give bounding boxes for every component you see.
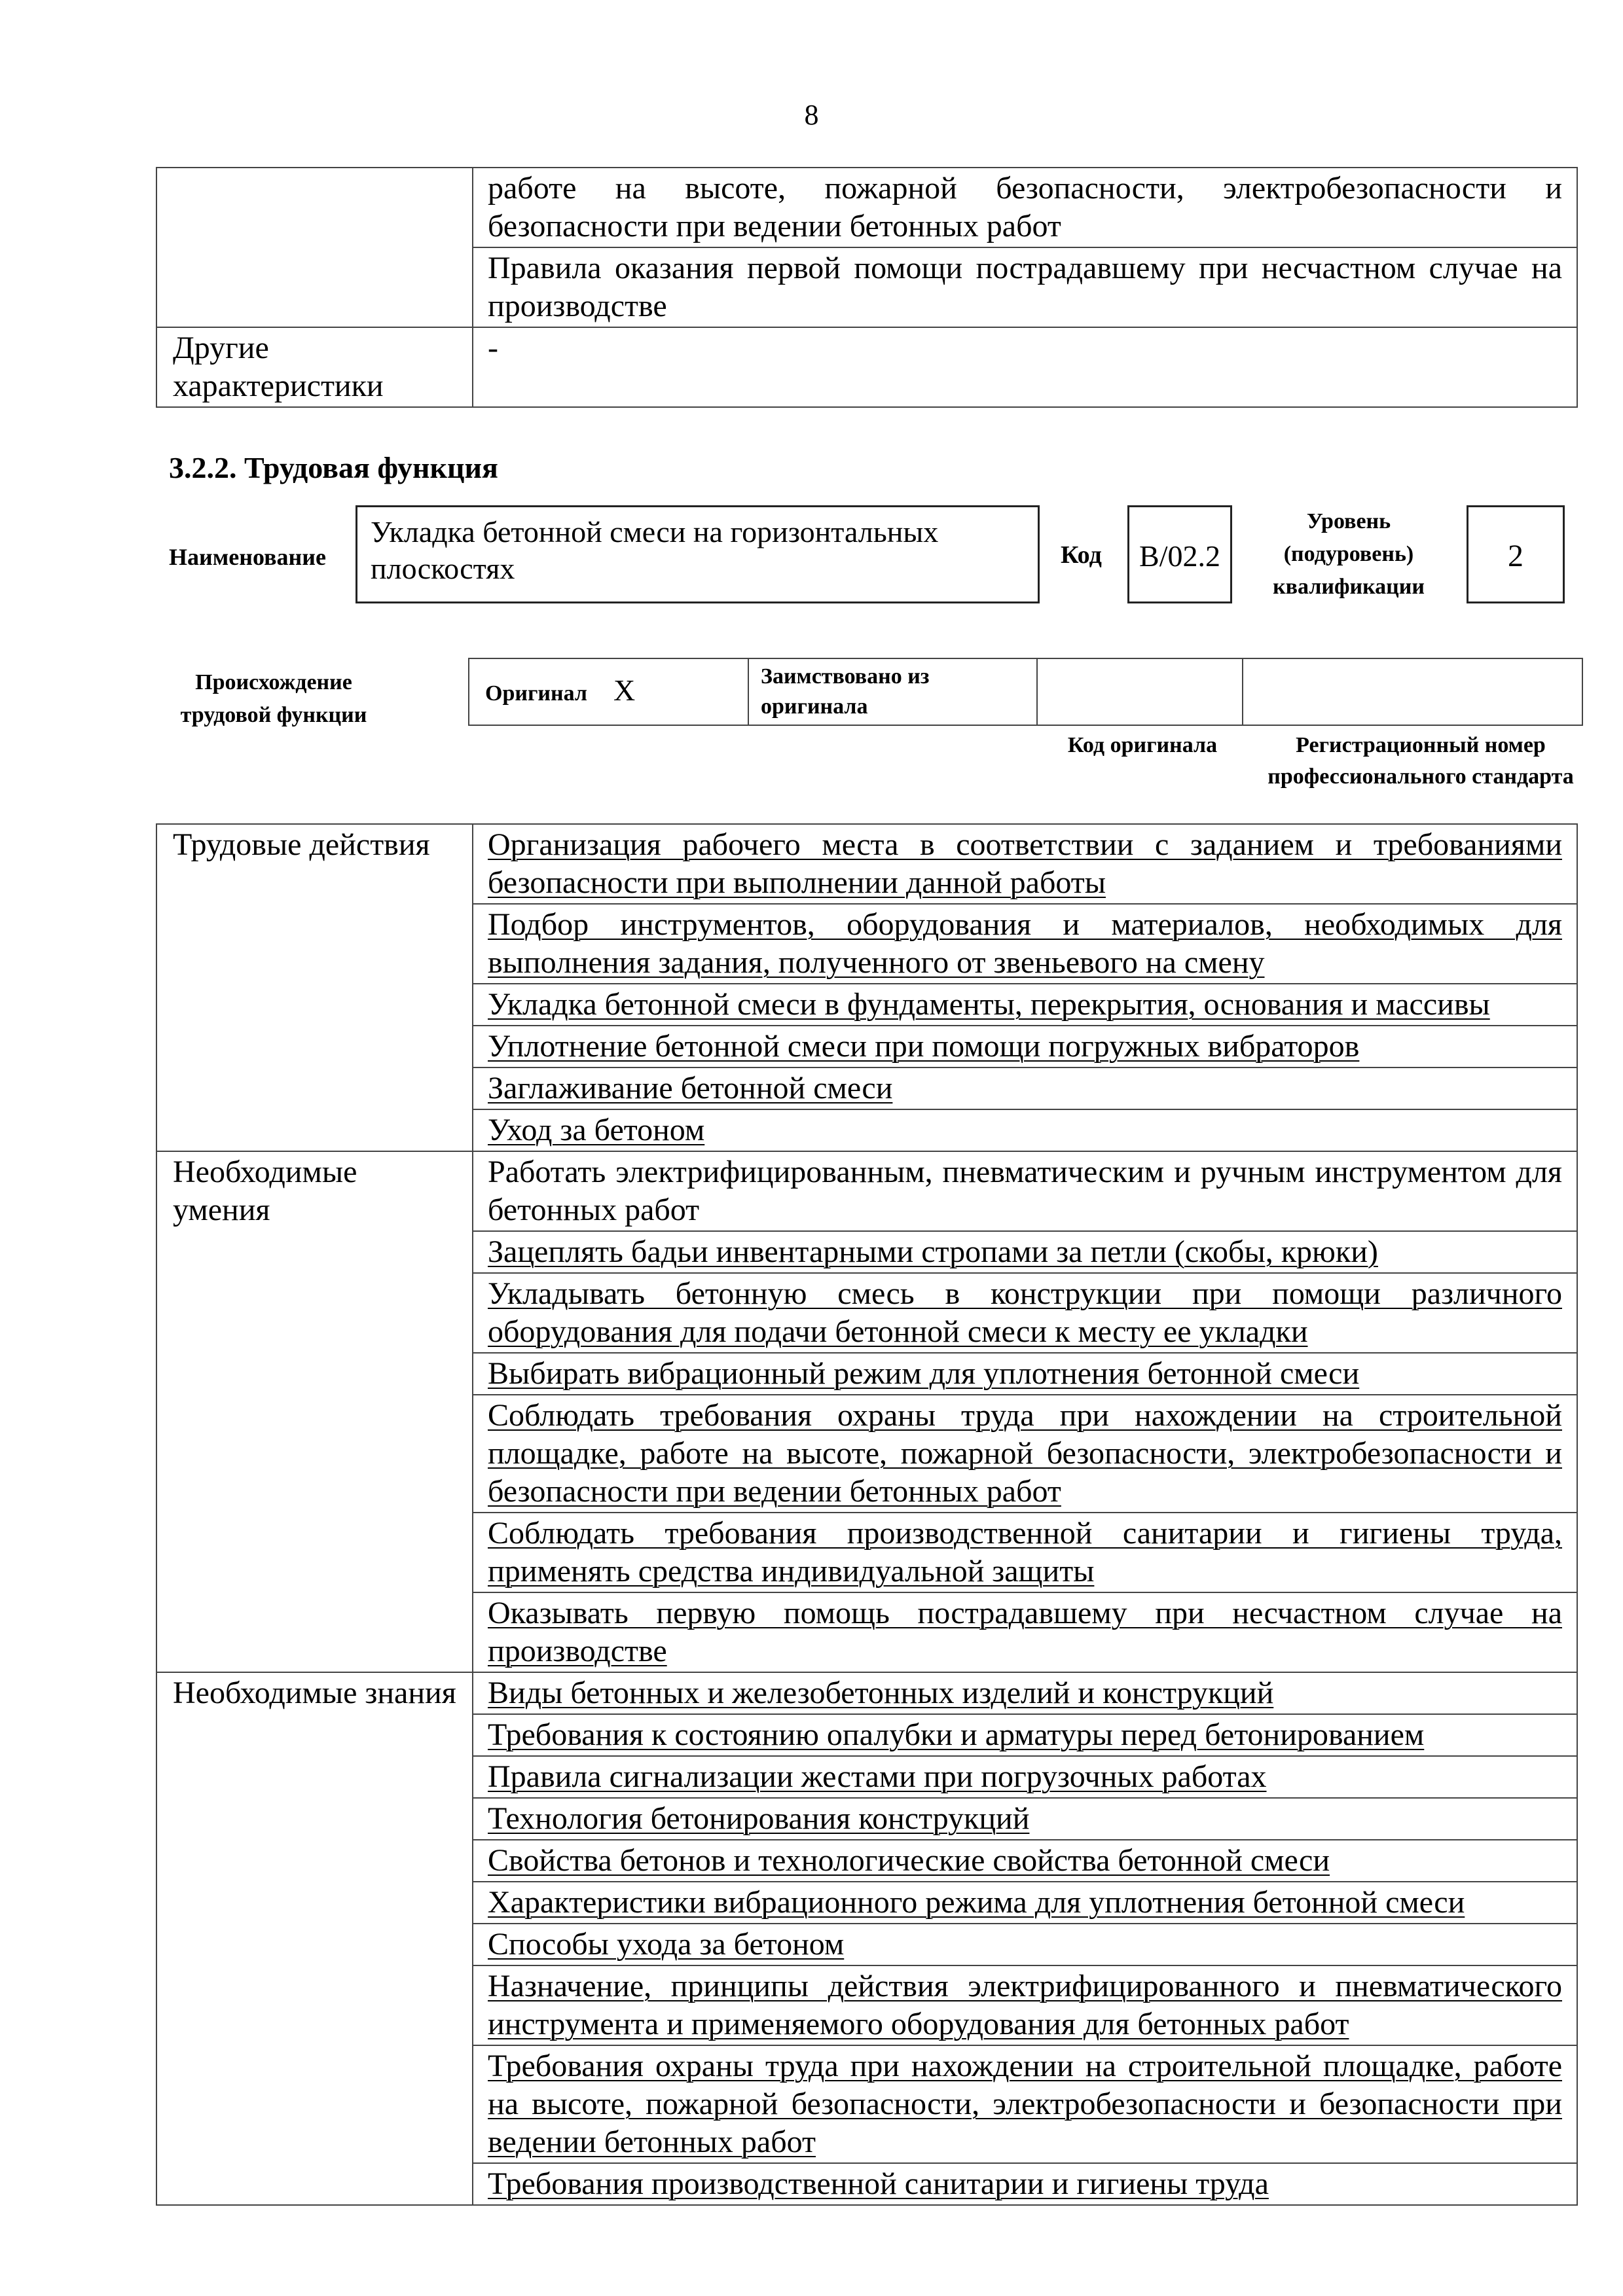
other-characteristics-label: Другие характеристики: [156, 327, 473, 407]
table-cell: Укладка бетонной смеси в фундаменты, перекрытия, основания и массивы: [473, 984, 1577, 1026]
table-cell: Подбор инструментов, оборудования и материалов, необходимых для выполнения задания, полученного от звеньевого на смену: [473, 904, 1577, 984]
table-cell: Зацеплять бадьи инвентарными стропами за петли (скобы, крюки): [473, 1231, 1577, 1273]
empty-label-cell: [156, 168, 473, 327]
table-cell: Уплотнение бетонной смеси при помощи погружных вибраторов: [473, 1026, 1577, 1067]
table-row: [156, 1151, 1577, 1231]
original-label: Оригинал: [485, 681, 587, 706]
code-label: Код: [1061, 541, 1102, 569]
table-cell: Способы ухода за бетоном: [473, 1924, 1577, 1965]
qualification-level-label: Уровень (подуровень) квалификации: [1273, 509, 1425, 599]
table-cell: Организация рабочего места в соответствии с заданием и требованиями безопасности при выполнении данной работы: [473, 824, 1577, 904]
page-number: 8: [804, 99, 819, 131]
origin-label: Происхождение трудовой функции: [180, 670, 367, 727]
original-cell: [469, 658, 748, 725]
name-label: Наименование: [169, 544, 326, 570]
table-cell: Требования охраны труда при нахождении на строительной площадке, работе на высоте, пожарной безопасности, электробезопасности и безопасности при ведении бетонных работ: [473, 2045, 1577, 2163]
table-cell: Правила оказания первой помощи пострадавшему при несчастном случае на производстве: [473, 247, 1577, 327]
other-characteristics-value: -: [473, 327, 1577, 407]
labor-actions-label: Трудовые действия: [156, 824, 473, 1151]
original-mark: X: [613, 673, 636, 707]
code-original-cell: [1037, 658, 1243, 725]
table-row: [469, 658, 1582, 725]
section-title: 3.2.2. Трудовая функция: [169, 451, 498, 484]
table-row: [156, 327, 1577, 407]
table-cell: Заглаживание бетонной смеси: [473, 1067, 1577, 1109]
table-row: [156, 168, 1577, 247]
reg-number-cell: [1243, 658, 1582, 725]
table-cell: Укладывать бетонную смесь в конструкции при помощи различного оборудования для подачи бетонной смеси к месту ее укладки: [473, 1273, 1577, 1353]
table-cell: Виды бетонных и железобетонных изделий и конструкций: [473, 1672, 1577, 1714]
table-cell: работе на высоте, пожарной безопасности, электробезопасности и безопасности при ведении бетонных работ: [473, 168, 1577, 247]
table-cell: Соблюдать требования производственной санитарии и гигиены труда, применять средства индивидуальной защиты: [473, 1513, 1577, 1592]
qualification-level-box: 2: [1467, 505, 1565, 603]
table-cell: Назначение, принципы действия электрифицированного и пневматического инструмента и применяемого оборудования для бетонных работ: [473, 1965, 1577, 2045]
table-row: [156, 1672, 1577, 1714]
borrowed-label: Заимствовано из оригинала: [748, 658, 1037, 725]
function-details-table: [156, 823, 1578, 2206]
continuation-table: [156, 167, 1578, 408]
table-cell: Свойства бетонов и технологические свойства бетонной смеси: [473, 1840, 1577, 1882]
skills-label: Необходимые умения: [156, 1151, 473, 1672]
table-cell: Характеристики вибрационного режима для уплотнения бетонной смеси: [473, 1882, 1577, 1924]
table-cell: Требования к состоянию опалубки и арматуры перед бетонированием: [473, 1714, 1577, 1756]
origin-table: [468, 658, 1583, 726]
table-cell: Технология бетонирования конструкций: [473, 1798, 1577, 1840]
table-cell: Выбирать вибрационный режим для уплотнения бетонной смеси: [473, 1353, 1577, 1395]
table-cell: Правила сигнализации жестами при погрузочных работах: [473, 1756, 1577, 1798]
code-original-caption: Код оригинала: [1067, 733, 1218, 757]
table-cell: Оказывать первую помощь пострадавшему при несчастном случае на производстве: [473, 1592, 1577, 1672]
code-value-box: B/02.2: [1127, 505, 1232, 603]
table-cell: Требования производственной санитарии и гигиены труда: [473, 2163, 1577, 2205]
reg-number-caption: Регистрационный номер профессионального стандарта: [1267, 733, 1574, 789]
table-cell: Уход за бетоном: [473, 1109, 1577, 1151]
knowledge-label: Необходимые знания: [156, 1672, 473, 2205]
table-row: [156, 824, 1577, 904]
table-cell: Соблюдать требования охраны труда при нахождении на строительной площадке, работе на высоте, пожарной безопасности, электробезопасности и безопасности при ведении бетонных работ: [473, 1395, 1577, 1513]
table-cell: Работать электрифицированным, пневматическим и ручным инструментом для бетонных работ: [473, 1151, 1577, 1231]
function-name-box: Укладка бетонной смеси на горизонтальных плоскостях: [356, 505, 1040, 603]
